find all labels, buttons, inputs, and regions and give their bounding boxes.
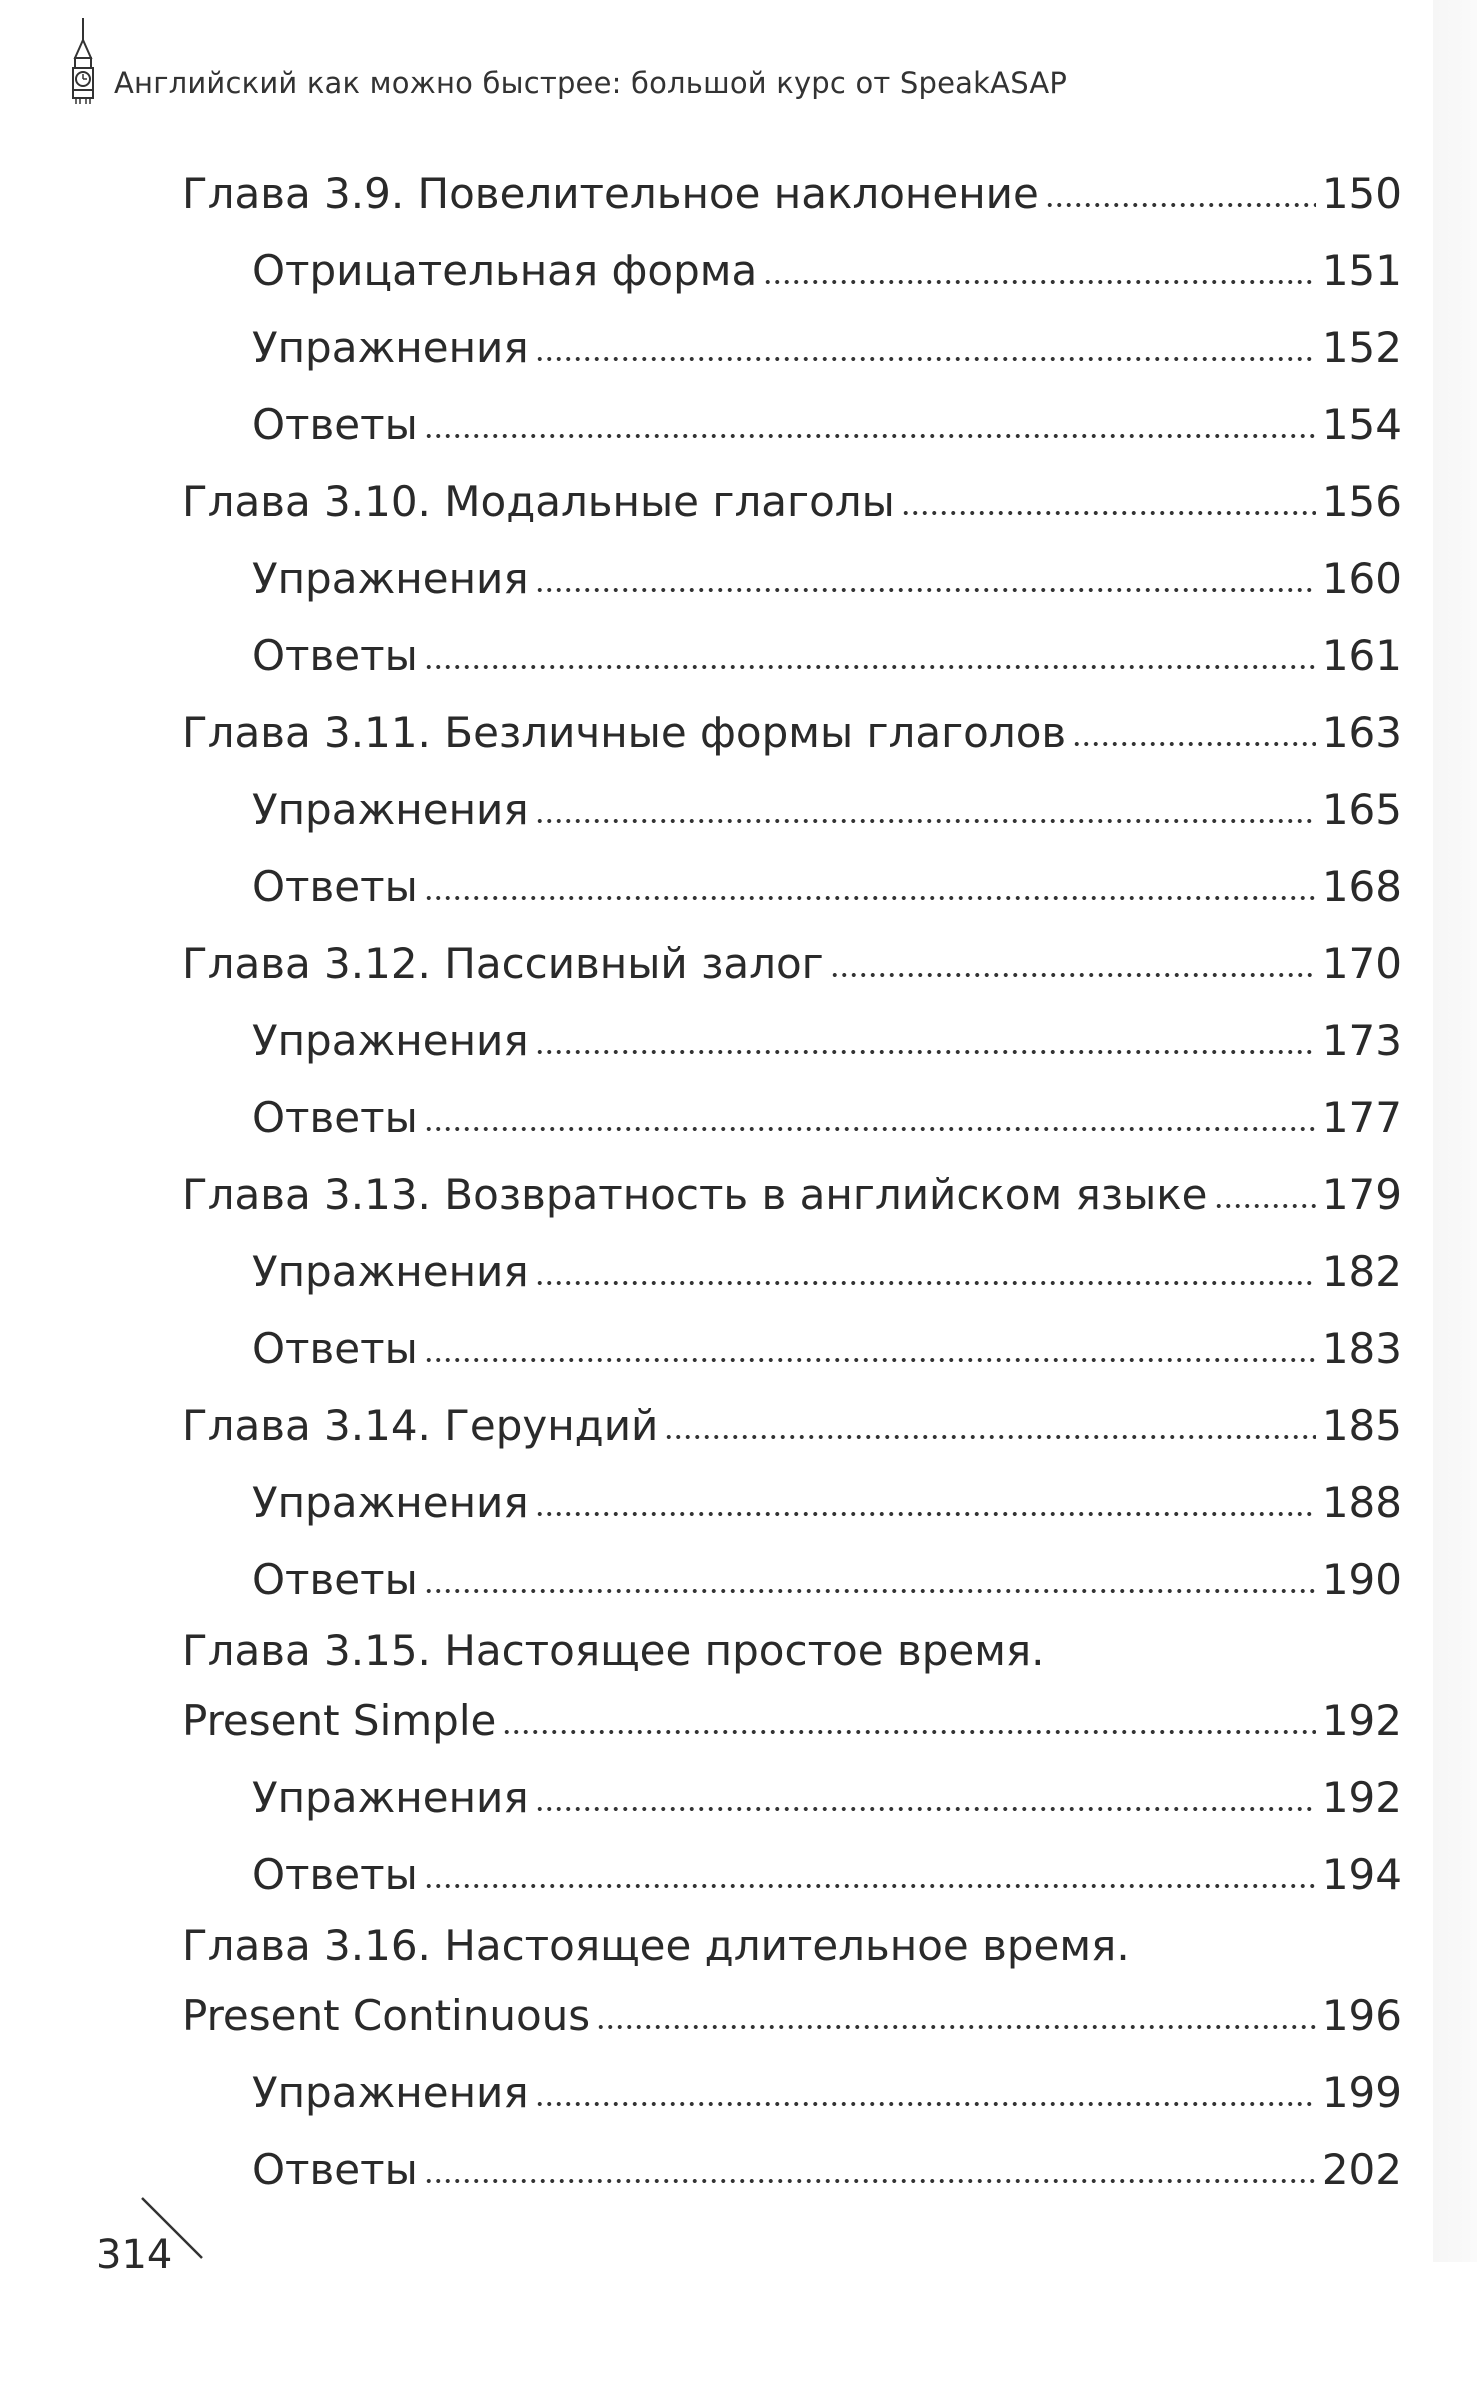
toc-chapter — [182, 925, 1402, 1002]
toc-page-number: 196 — [1321, 1991, 1402, 2040]
dot-leader — [502, 1727, 1315, 1737]
dot-leader — [424, 1355, 1316, 1365]
toc-label: Ответы — [252, 2145, 418, 2194]
toc-subentry — [182, 1233, 1402, 1310]
dot-leader — [424, 662, 1316, 672]
table-of-contents — [182, 155, 1402, 2208]
toc-chapter — [182, 1618, 1402, 1759]
dot-leader — [424, 893, 1316, 903]
toc-label: Ответы — [252, 1555, 418, 1604]
toc-chapter — [182, 155, 1402, 232]
page-edge-bottom — [1433, 2262, 1477, 2400]
toc-label: Упражнения — [252, 554, 529, 603]
dot-leader — [424, 1586, 1316, 1596]
toc-label: Упражнения — [252, 1016, 529, 1065]
toc-page-number: 170 — [1321, 939, 1402, 988]
toc-page-number: 179 — [1321, 1170, 1402, 1219]
toc-chapter — [182, 694, 1402, 771]
dot-leader — [424, 431, 1316, 441]
dot-leader — [535, 354, 1316, 364]
toc-page-number: 160 — [1321, 554, 1402, 603]
toc-page-number: 168 — [1321, 862, 1402, 911]
dot-leader — [901, 508, 1316, 518]
toc-chapter — [182, 1156, 1402, 1233]
dot-leader — [535, 816, 1316, 826]
toc-label: Ответы — [252, 1850, 418, 1899]
toc-page-number: 183 — [1321, 1324, 1402, 1373]
dot-leader — [1045, 200, 1316, 210]
toc-page-number: 165 — [1321, 785, 1402, 834]
toc-label: Упражнения — [252, 2068, 529, 2117]
toc-subentry — [182, 2131, 1402, 2208]
dot-leader — [535, 1509, 1316, 1519]
toc-page-number: 150 — [1321, 169, 1402, 218]
dot-leader — [535, 585, 1316, 595]
dot-leader — [535, 2099, 1316, 2109]
toc-page-number: 151 — [1321, 246, 1402, 295]
toc-page-number: 188 — [1321, 1478, 1402, 1527]
toc-label: Ответы — [252, 631, 418, 680]
toc-subentry — [182, 2054, 1402, 2131]
toc-label: Глава 3.16. Настоящее длительное время. — [182, 1920, 1130, 1970]
toc-page-number: 152 — [1321, 323, 1402, 372]
toc-page-number: 202 — [1321, 2145, 1402, 2194]
dot-leader — [424, 2176, 1316, 2186]
toc-label: Глава 3.15. Настоящее простое время. — [182, 1625, 1045, 1675]
toc-label-continued: Present Simple — [182, 1696, 497, 1745]
dot-leader — [596, 2022, 1316, 2032]
dot-leader — [535, 1047, 1316, 1057]
toc-subentry — [182, 1464, 1402, 1541]
toc-label: Упражнения — [252, 1478, 529, 1527]
dot-leader — [424, 1124, 1316, 1134]
toc-label: Глава 3.10. Модальные глаголы — [182, 477, 895, 526]
dot-leader — [424, 1881, 1316, 1891]
toc-subentry — [182, 540, 1402, 617]
toc-page-number: 154 — [1321, 400, 1402, 449]
toc-label: Глава 3.14. Герундий — [182, 1401, 659, 1450]
dot-leader — [535, 1804, 1316, 1814]
toc-subentry — [182, 848, 1402, 925]
toc-label: Отрицательная форма — [252, 246, 758, 295]
page-edge-shadow — [1433, 0, 1477, 2262]
toc-subentry — [182, 771, 1402, 848]
toc-label: Глава 3.11. Безличные формы глаголов — [182, 708, 1067, 757]
toc-label: Ответы — [252, 400, 418, 449]
toc-label: Ответы — [252, 1324, 418, 1373]
big-ben-icon — [66, 18, 100, 118]
toc-page-number: 192 — [1321, 1773, 1402, 1822]
dot-leader — [535, 1278, 1316, 1288]
toc-subentry — [182, 232, 1402, 309]
toc-subentry — [182, 1759, 1402, 1836]
toc-page-number: 185 — [1321, 1401, 1402, 1450]
toc-chapter — [182, 1913, 1402, 2054]
toc-label: Глава 3.13. Возвратность в английском языке — [182, 1170, 1208, 1219]
dot-leader — [830, 970, 1316, 980]
toc-page-number: 199 — [1321, 2068, 1402, 2117]
toc-page-number: 173 — [1321, 1016, 1402, 1065]
toc-subentry — [182, 1002, 1402, 1079]
toc-subentry — [182, 309, 1402, 386]
toc-page-number: 161 — [1321, 631, 1402, 680]
toc-label: Упражнения — [252, 1247, 529, 1296]
toc-subentry — [182, 386, 1402, 463]
folio-slash-decoration — [140, 2196, 212, 2268]
toc-subentry — [182, 1079, 1402, 1156]
toc-subentry — [182, 1541, 1402, 1618]
toc-page-number: 190 — [1321, 1555, 1402, 1604]
toc-subentry — [182, 1836, 1402, 1913]
toc-page-number: 156 — [1321, 477, 1402, 526]
toc-page-number: 182 — [1321, 1247, 1402, 1296]
toc-label: Ответы — [252, 1093, 418, 1142]
toc-label: Упражнения — [252, 323, 529, 372]
toc-label: Глава 3.9. Повелительное наклонение — [182, 169, 1039, 218]
page-number: 314 — [96, 2232, 173, 2278]
dot-leader — [664, 1432, 1316, 1442]
toc-page-number: 163 — [1321, 708, 1402, 757]
toc-label: Ответы — [252, 862, 418, 911]
book-title: Английский как можно быстрее: большой курс от SpeakASAP — [114, 66, 1068, 100]
dot-leader — [763, 277, 1316, 287]
toc-page-number: 177 — [1321, 1093, 1402, 1142]
toc-label: Глава 3.12. Пассивный залог — [182, 939, 824, 988]
toc-label: Упражнения — [252, 785, 529, 834]
toc-label: Упражнения — [252, 1773, 529, 1822]
dot-leader — [1214, 1201, 1316, 1211]
toc-label-continued: Present Continuous — [182, 1991, 591, 2040]
toc-page-number: 192 — [1321, 1696, 1402, 1745]
running-header — [60, 18, 1260, 118]
toc-page-number: 194 — [1321, 1850, 1402, 1899]
toc-subentry — [182, 1310, 1402, 1387]
dot-leader — [1072, 739, 1316, 749]
toc-chapter — [182, 463, 1402, 540]
toc-chapter — [182, 1387, 1402, 1464]
toc-subentry — [182, 617, 1402, 694]
